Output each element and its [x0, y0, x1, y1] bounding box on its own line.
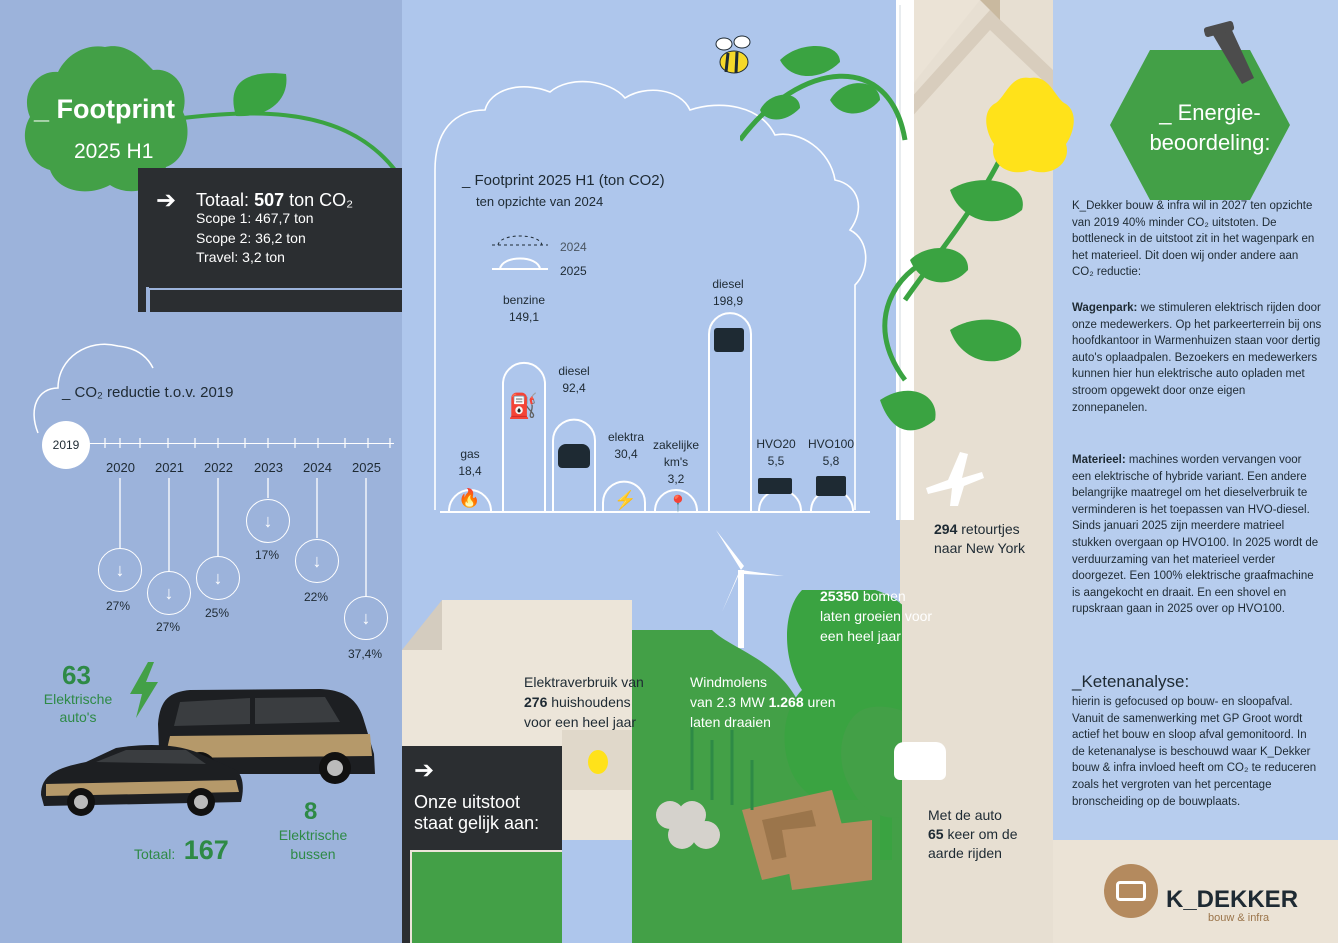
energy-wagenpark: Wagenpark: we stimuleren elektrisch rijden door onze medewerkers. Op het parkeerterrein bij ons hoofdkantoor in Warmenhuizen staan voor dertig auto's oplaadpalen. Bezoekers en medewerkers kunnen hier hun elektrische auto opladen met stroom opgewekt door onze eigen zonnepanelen. — [1072, 302, 1322, 414]
car-trips-text: Met de auto 65 keer om de aarde rijden — [928, 807, 1018, 861]
footprint-period: 2025 H1 — [74, 140, 154, 163]
bar-label-diesel: diesel 92,4 — [558, 364, 590, 395]
leaf-icon — [233, 73, 286, 116]
down-arrow-icon: ↓ — [295, 539, 339, 583]
year-2025: 2025 — [352, 460, 381, 475]
year-2023: 2023 — [254, 460, 283, 475]
pct-2025: 37,4% — [348, 647, 383, 661]
electric-vans-count: 8 — [304, 798, 318, 825]
bar-label-elektra: elektra 30,4 — [607, 430, 645, 461]
chain-title: _Ketenanalyse: — [1072, 672, 1190, 691]
households-text: Elektraverbruik van 276 huishoudens voor een heel jaar — [524, 674, 644, 730]
pct-2022: 25% — [205, 606, 230, 620]
arrow-right-icon: ➔ — [414, 757, 435, 784]
year-2021: 2021 — [155, 460, 184, 475]
pct-2020: 27% — [106, 599, 131, 613]
footprint-title: _ Footprint — [34, 94, 175, 124]
energy-title: _ Energie- beoordeling: — [1149, 100, 1271, 155]
bar-label-hvo20: HVO20 5,5 — [756, 437, 796, 468]
timeline-ticks — [100, 436, 400, 450]
bar-label-zakelijke: zakelijke km's 3,2 — [652, 438, 700, 486]
pct-2021: 27% — [156, 620, 181, 634]
total-label: Totaal: — [196, 190, 250, 210]
bar-label-benzine: benzine 149,1 — [502, 293, 546, 324]
flights-text: 294 retourtjes naar New York — [934, 521, 1026, 556]
legend-2024: 2024 — [560, 240, 587, 254]
bar-label-gas: gas 18,4 — [458, 447, 482, 478]
electric-car-image — [36, 740, 246, 820]
reduction-title: _ CO₂ reductie t.o.v. 2019 — [62, 384, 234, 401]
equals-title: Onze uitstoot staat gelijk aan: — [414, 792, 540, 833]
flower-icon — [980, 74, 1080, 182]
scope1: Scope 1: 467,7 ton — [196, 210, 314, 226]
windmills-text: Windmolens van 2.3 MW 1.268 uren laten draaien — [690, 674, 836, 730]
chain-text: hierin is gefocused op bouw- en sloopafval. Vanuit de samenwerking met GP Groot wordt actief het bouw en sloop afval gemonitoord. In de ketenanalyse is beschouwd waar K_Dekker bouw & infra invloed heeft om CO₂ te reduceren zoals het vergroten van het percentage bronscheiding op de bouwplaats. — [1072, 696, 1317, 808]
down-arrow-icon: ↓ — [98, 548, 142, 592]
down-arrow-icon: ↓ — [344, 596, 388, 640]
totals-box — [138, 168, 402, 312]
equals-box — [402, 746, 562, 943]
year-2024: 2024 — [303, 460, 332, 475]
down-arrow-icon: ↓ — [196, 556, 240, 600]
lightbulb-icon — [588, 750, 608, 774]
base-year-badge: 2019 — [42, 421, 90, 469]
electric-vans-label: Elektrische bussen — [278, 827, 348, 862]
fuel-pump-icon: ⛽ — [508, 393, 538, 420]
chevron-right-icon: › — [86, 437, 90, 451]
car-icon — [558, 444, 590, 468]
lightning-small-icon: ⚡ — [614, 490, 637, 510]
trees-text: 25350 bomen laten groeien voor een heel jaar — [820, 588, 933, 644]
electric-cars-label: Elektrische auto's — [43, 691, 113, 725]
arrow-right-icon: ➔ — [156, 187, 177, 214]
down-arrow-icon: ↓ — [246, 499, 290, 543]
pct-2024: 22% — [304, 590, 329, 604]
total-value: 507 — [254, 190, 285, 210]
pct-2023: 17% — [255, 548, 280, 562]
pin-icon — [1200, 20, 1260, 90]
flame-icon: 🔥 — [458, 488, 481, 508]
year-2020: 2020 — [106, 460, 135, 475]
bar-label-diesel-materieel: diesel 198,9 — [712, 277, 744, 308]
energy-materieel: Materieel: machines worden vervangen voor een elektrische of hybride variant. Een andere belangrijke maatregel om het dieselverbruik te verminderen is het toepassen van HVO-diesel. Sinds januari 2025 zijn meerdere matrieel stukken overgaan op HVO100. In 2025 wordt de verduurzaming van het materieel verder doorgezet. Een 100% elektrische graafmachine is aangekocht en draait. En een shovel en rupskraan gaan in 2025 over op HVO100. — [1072, 454, 1319, 616]
fleet-total: Totaal: 167 — [134, 835, 229, 865]
logo-name: K_DEKKER — [1166, 886, 1299, 913]
energy-intro: K_Dekker bouw & infra wil in 2027 ten opzichte van 2019 40% minder CO₂ uitstoten. De bottleneck in de uitstoot zit in het wagenpark en het materieel. Dit doen wij onder andere aan CO₂ reductie: — [1072, 200, 1315, 279]
chart-title: _ Footprint 2025 H1 (ton CO2) — [462, 172, 665, 189]
chart-subtitle: ten opzichte van 2024 — [476, 194, 604, 209]
scope2: Scope 2: 36,2 ton — [196, 230, 306, 246]
airplane-icon — [920, 448, 988, 510]
legend-2025: 2025 — [560, 264, 587, 278]
location-pin-icon: 📍 — [668, 496, 688, 513]
year-2022: 2022 — [204, 460, 233, 475]
travel: Travel: 3,2 ton — [196, 249, 285, 265]
down-arrow-icon: ↓ — [147, 571, 191, 615]
logo-mark-icon — [1104, 864, 1158, 918]
bar-label-hvo100: HVO100 5,8 — [807, 437, 855, 468]
logo-tagline: bouw & infra — [1208, 912, 1270, 924]
chart-bar — [503, 363, 545, 512]
car-outline-icon — [894, 742, 946, 780]
electric-cars-count: 63 — [62, 660, 91, 690]
total-unit: ton CO₂ — [289, 190, 354, 210]
